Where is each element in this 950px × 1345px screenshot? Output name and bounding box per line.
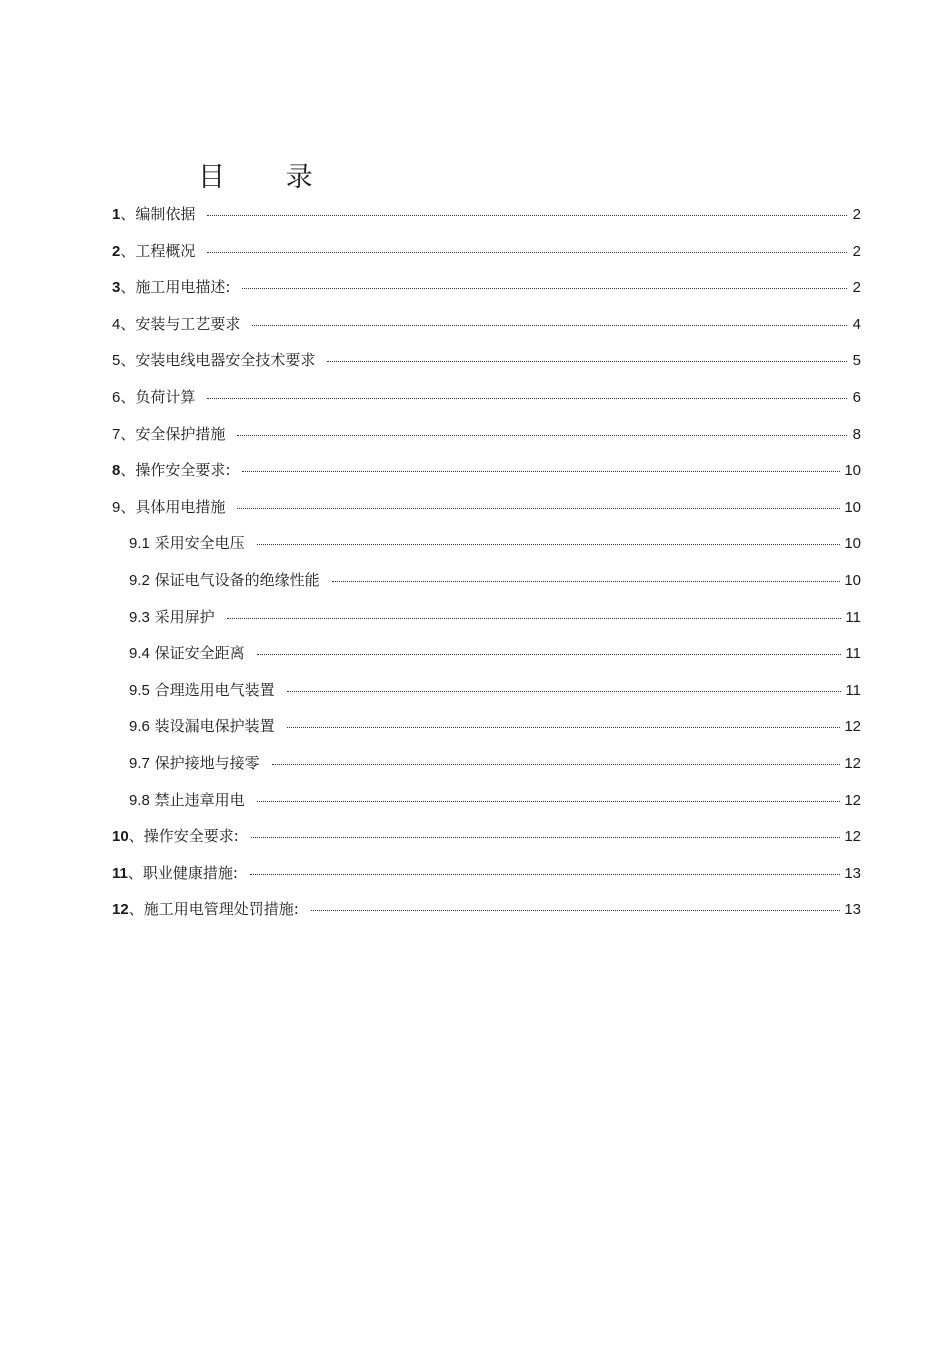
toc-dot-leader xyxy=(237,435,847,436)
toc-entry[interactable] xyxy=(112,898,861,935)
toc-dot-leader xyxy=(287,727,841,728)
toc-dot-leader xyxy=(237,508,840,509)
toc-entry-label xyxy=(112,423,225,444)
toc-entry-label xyxy=(112,203,195,224)
toc-entry-separator: 、 xyxy=(120,314,136,333)
toc-entry-number: 9.8 xyxy=(129,791,150,809)
toc-entry-label xyxy=(129,606,215,627)
toc-entry-separator: 、 xyxy=(120,205,136,223)
toc-dot-leader xyxy=(257,544,841,545)
toc-entry-page-number: 11 xyxy=(845,608,861,626)
toc-entry[interactable] xyxy=(112,752,861,789)
toc-entry-separator: 、 xyxy=(128,827,144,846)
toc-entry-label xyxy=(129,532,245,553)
toc-entry-number: 11 xyxy=(112,864,128,882)
toc-entry[interactable] xyxy=(112,313,861,350)
toc-entry-label xyxy=(112,386,195,407)
toc-entry-number: 9.2 xyxy=(129,571,150,589)
toc-entry-label xyxy=(112,349,315,370)
toc-entry-number: 9.5 xyxy=(129,681,150,699)
toc-entry[interactable] xyxy=(112,386,861,423)
toc-entry-separator: 、 xyxy=(120,351,136,370)
toc-entry-text: 职业健康措施: xyxy=(142,863,238,882)
toc-entry-separator: 、 xyxy=(127,863,143,882)
toc-dot-leader xyxy=(257,801,841,802)
toc-entry-label xyxy=(112,459,230,480)
toc-entry-text: 安装与工艺要求 xyxy=(135,314,241,333)
toc-entry-separator: 、 xyxy=(120,387,136,406)
toc-dot-leader xyxy=(242,288,847,289)
toc-dot-leader xyxy=(272,764,841,765)
toc-entry-number: 9 xyxy=(112,498,121,516)
toc-entry-page-number: 12 xyxy=(844,791,861,809)
toc-dot-leader xyxy=(250,874,840,875)
toc-entry-page-number: 10 xyxy=(844,571,861,589)
toc-entry[interactable] xyxy=(112,532,861,569)
toc-entry-page-number: 13 xyxy=(844,864,861,882)
toc-entry[interactable] xyxy=(112,349,861,386)
toc-entry[interactable] xyxy=(112,715,861,752)
toc-entry-page-number: 10 xyxy=(844,535,861,553)
toc-entry-separator: 、 xyxy=(128,900,144,919)
toc-entry-number: 9.4 xyxy=(129,645,150,663)
toc-dot-leader xyxy=(311,910,841,911)
toc-entry-text: 装设漏电保护装置 xyxy=(154,717,275,736)
toc-entry-label xyxy=(112,496,225,517)
toc-entry[interactable] xyxy=(112,423,861,460)
toc-entry-page-number: 2 xyxy=(852,279,861,297)
toc-entry-page-number: 8 xyxy=(852,425,861,443)
toc-dot-leader xyxy=(242,471,840,472)
toc-dot-leader xyxy=(251,837,841,838)
toc-entry-separator: 、 xyxy=(120,424,136,443)
toc-entry-separator: 、 xyxy=(120,497,136,516)
toc-entry-number: 9.1 xyxy=(129,535,150,553)
toc-entry-separator: 、 xyxy=(120,278,136,297)
toc-entry-page-number: 11 xyxy=(845,645,861,663)
toc-entry-number: 10 xyxy=(112,828,129,846)
toc-entry-separator: 、 xyxy=(120,241,136,260)
toc-entry[interactable] xyxy=(112,240,861,277)
toc-entry[interactable] xyxy=(112,276,861,313)
toc-entry-label xyxy=(112,313,240,334)
toc-entry-label xyxy=(129,569,320,590)
toc-entry-page-number: 2 xyxy=(852,206,861,223)
toc-entry-number: 8 xyxy=(112,462,121,480)
toc-dot-leader xyxy=(257,654,842,655)
toc-entry-text: 负荷计算 xyxy=(135,387,196,406)
toc-list xyxy=(112,203,861,935)
toc-entry[interactable] xyxy=(112,862,861,899)
toc-entry-text: 安装电线电器安全技术要求 xyxy=(135,351,316,370)
toc-entry-text: 编制依据 xyxy=(135,205,196,223)
toc-entry-page-number: 13 xyxy=(844,901,861,919)
toc-entry-text: 安全保护措施 xyxy=(135,424,226,443)
toc-entry-number: 9.6 xyxy=(129,718,150,736)
toc-entry-text: 工程概况 xyxy=(135,241,196,260)
toc-entry[interactable] xyxy=(112,496,861,533)
toc-entry[interactable] xyxy=(112,642,861,679)
toc-dot-leader xyxy=(327,361,847,362)
toc-entry-text: 保证电气设备的绝缘性能 xyxy=(154,570,320,589)
toc-entry-page-number: 4 xyxy=(852,315,861,333)
toc-entry-text: 施工用电管理处罚措施: xyxy=(143,900,299,919)
toc-entry-separator: 、 xyxy=(120,461,136,480)
toc-entry-label xyxy=(129,789,245,810)
toc-entry-text: 禁止违章用电 xyxy=(154,790,245,809)
toc-entry[interactable] xyxy=(112,789,861,826)
toc-dot-leader xyxy=(227,618,842,619)
toc-dot-leader xyxy=(252,325,847,326)
toc-entry[interactable] xyxy=(112,569,861,606)
toc-entry-page-number: 6 xyxy=(852,388,861,406)
toc-entry-page-number: 5 xyxy=(852,352,861,370)
toc-entry-page-number: 11 xyxy=(845,681,861,699)
toc-entry-text: 保护接地与接零 xyxy=(154,753,260,772)
toc-entry-page-number: 12 xyxy=(844,828,861,846)
toc-entry-text: 采用屏护 xyxy=(154,607,215,626)
toc-entry-page-number: 12 xyxy=(844,754,861,772)
toc-entry-page-number: 10 xyxy=(844,498,861,516)
toc-dot-leader xyxy=(287,691,842,692)
toc-entry-number: 9.3 xyxy=(129,608,150,626)
toc-entry-label xyxy=(129,642,245,663)
toc-entry-page-number: 10 xyxy=(844,462,861,480)
toc-entry-number: 9.7 xyxy=(129,754,150,772)
toc-entry-text: 采用安全电压 xyxy=(154,534,245,553)
toc-entry-text: 操作安全要求: xyxy=(135,461,231,480)
toc-entry-number: 5 xyxy=(112,352,121,370)
toc-entry-label xyxy=(112,862,238,883)
toc-entry-number: 1 xyxy=(112,206,121,223)
toc-entry[interactable] xyxy=(112,606,861,643)
toc-entry-text: 具体用电措施 xyxy=(135,497,226,516)
toc-entry-text: 操作安全要求: xyxy=(143,827,239,846)
toc-title: 目 录 xyxy=(198,162,339,193)
toc-entry-label xyxy=(112,240,195,261)
toc-entry-label xyxy=(112,276,230,297)
toc-entry-label xyxy=(112,825,239,846)
toc-dot-leader xyxy=(332,581,841,582)
toc-entry-number: 2 xyxy=(112,242,121,260)
toc-entry-page-number: 2 xyxy=(852,242,861,260)
toc-entry-number: 3 xyxy=(112,279,121,297)
toc-entry-label xyxy=(129,715,275,736)
toc-dot-leader xyxy=(207,252,847,253)
toc-entry[interactable] xyxy=(112,679,861,716)
toc-entry[interactable] xyxy=(112,203,861,240)
toc-entry-page-number: 12 xyxy=(844,718,861,736)
toc-entry-number: 7 xyxy=(112,425,121,443)
toc-entry-number: 6 xyxy=(112,388,121,406)
toc-entry[interactable] xyxy=(112,459,861,496)
toc-entry-text: 合理选用电气装置 xyxy=(154,680,275,699)
toc-entry-text: 施工用电描述: xyxy=(135,278,231,297)
toc-dot-leader xyxy=(207,215,847,216)
toc-entry-number: 12 xyxy=(112,901,129,919)
toc-entry-label xyxy=(129,752,260,773)
toc-entry-number: 4 xyxy=(112,315,121,333)
toc-entry-text: 保证安全距离 xyxy=(154,644,245,663)
toc-entry[interactable] xyxy=(112,825,861,862)
toc-dot-leader xyxy=(207,398,847,399)
toc-entry-label xyxy=(129,679,275,700)
toc-entry-label xyxy=(112,898,299,919)
